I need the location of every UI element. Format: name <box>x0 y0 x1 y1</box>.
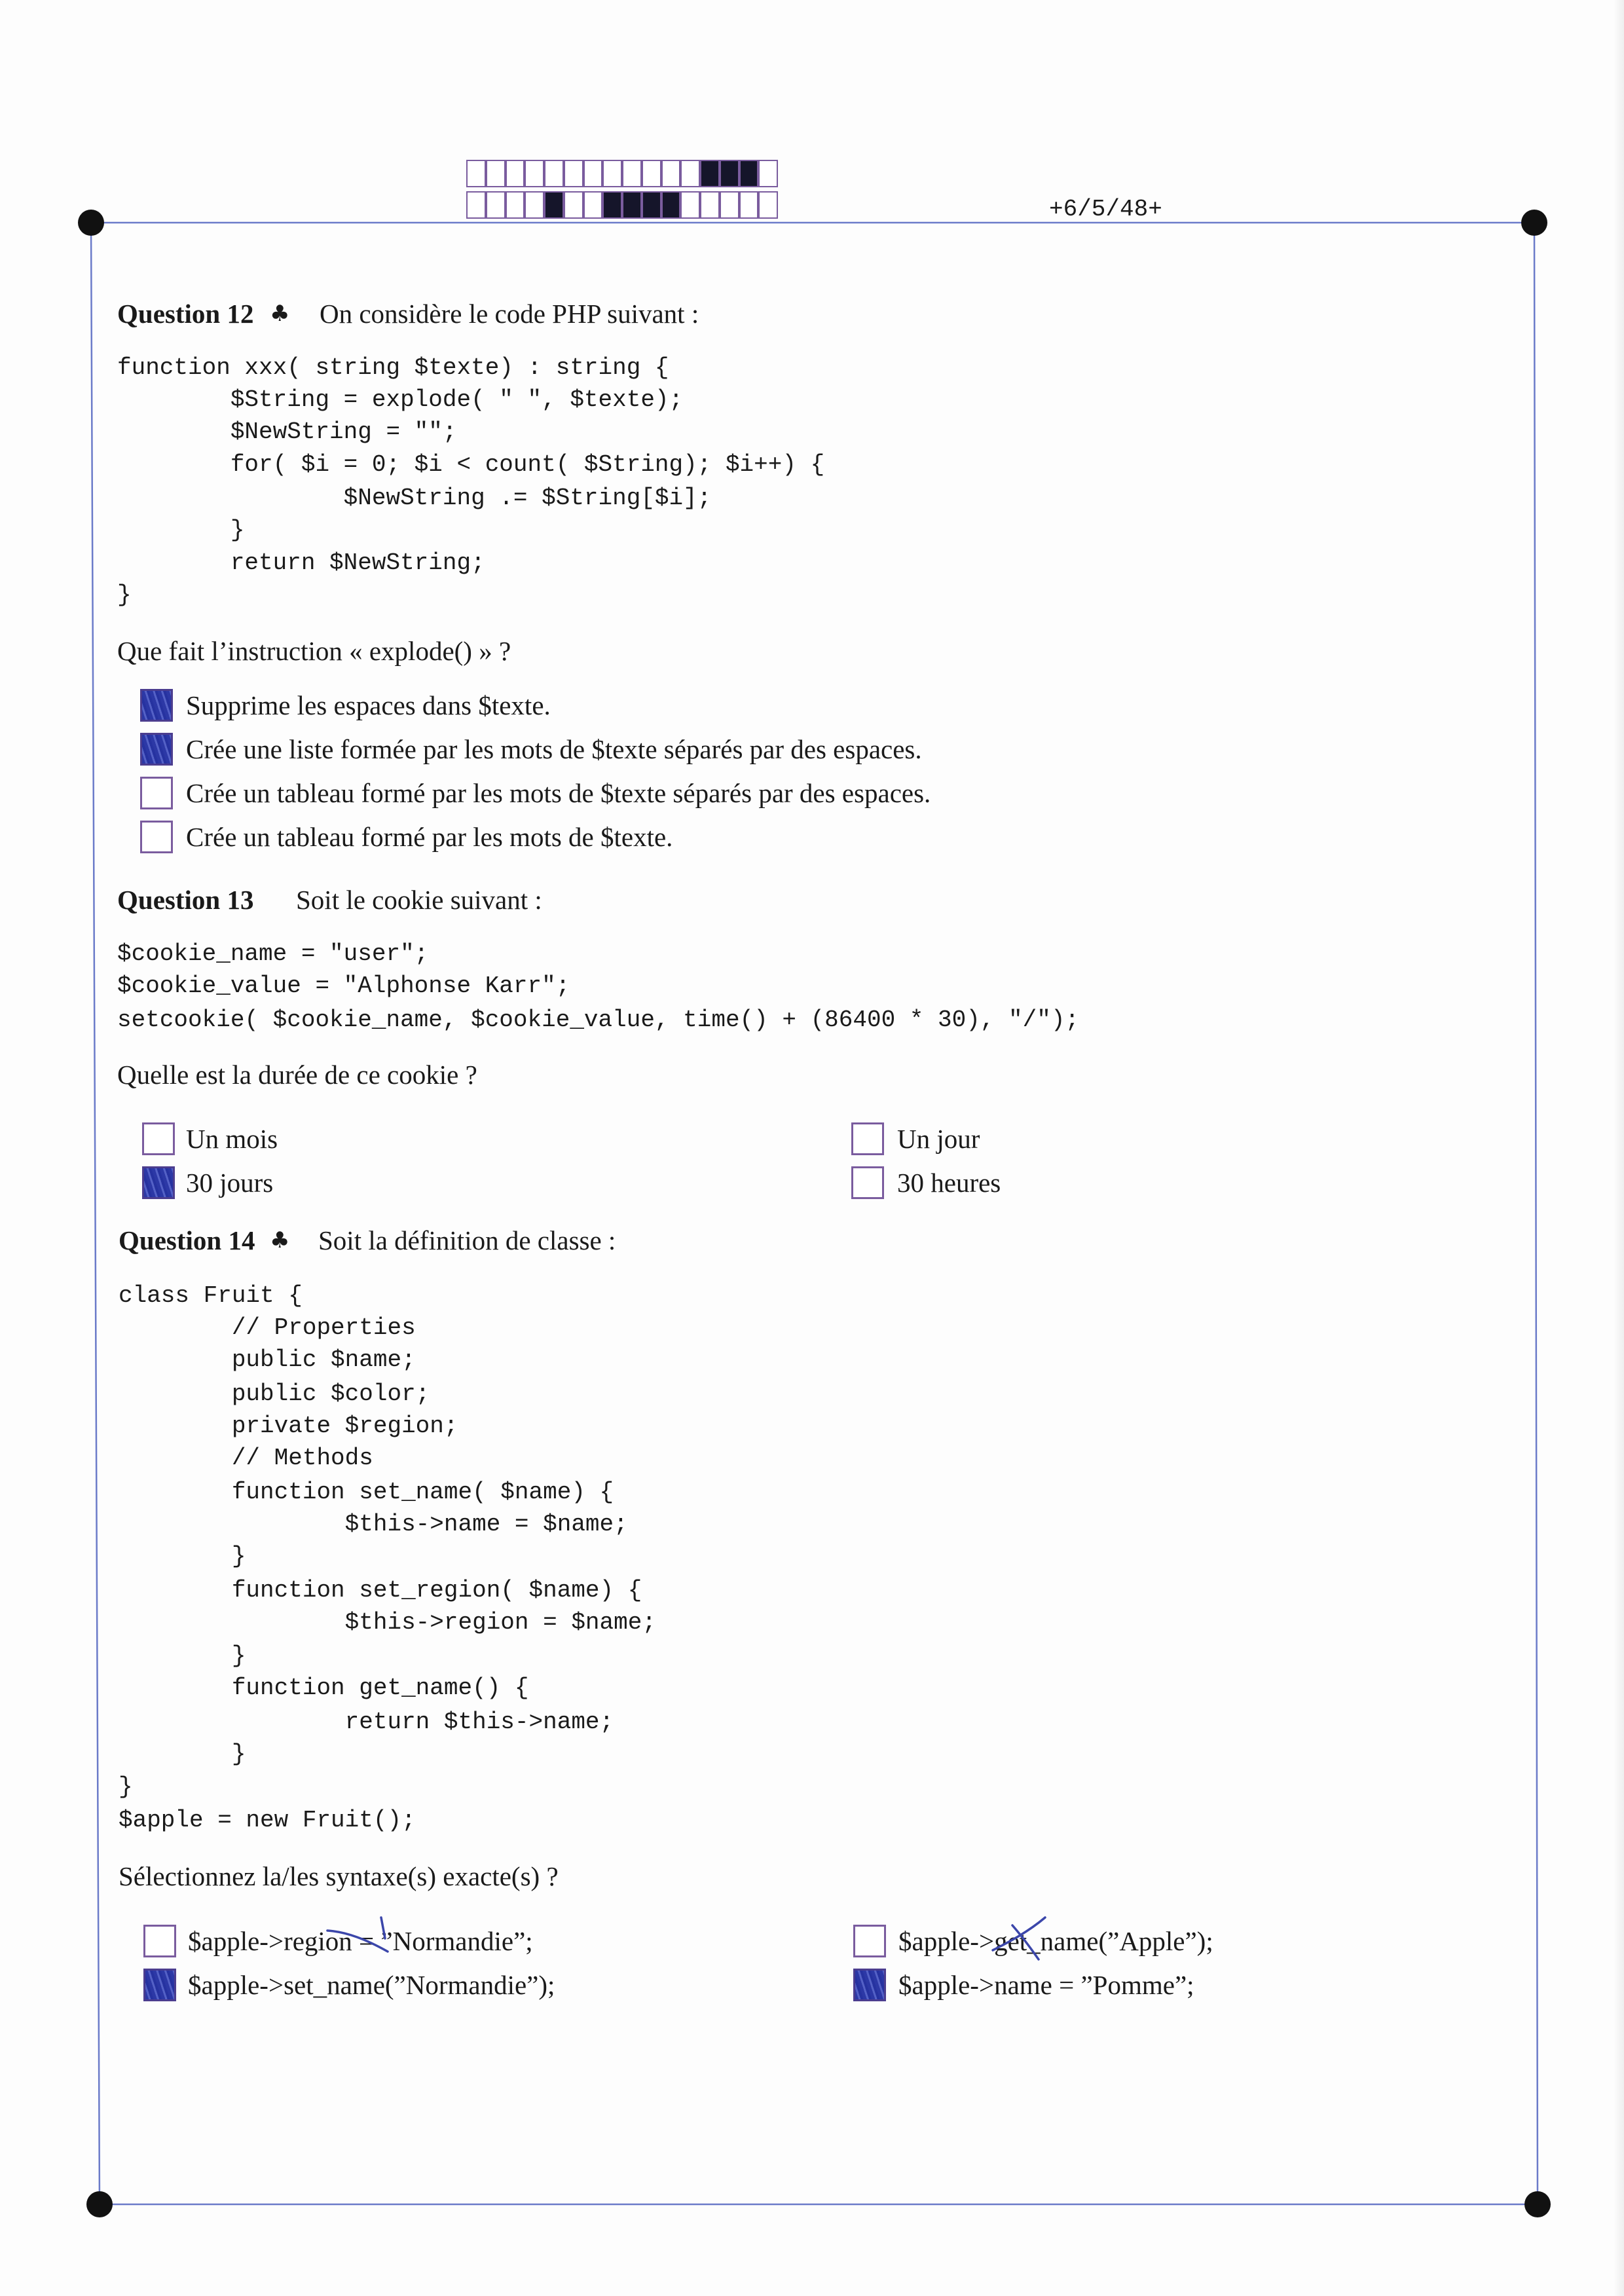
barcode-cell <box>583 160 603 187</box>
corner-marker-bottom-left <box>86 2191 113 2217</box>
q13-option-4-checkbox[interactable] <box>851 1166 884 1199</box>
q12-option-3-checkbox[interactable] <box>140 777 173 809</box>
barcode-cell <box>466 191 486 219</box>
corner-marker-top-right <box>1521 210 1547 236</box>
code-line: return $NewString; <box>117 549 485 576</box>
code-line: for( $i = 0; $i < count( $String); $i++) { <box>117 451 825 478</box>
barcode-cell <box>506 191 525 219</box>
code-line: function get_name() { <box>119 1675 529 1701</box>
q13-option-2-text: 30 jours <box>186 1168 274 1198</box>
barcode-cell <box>720 160 739 187</box>
q14-option-4-checkbox[interactable] <box>853 1969 886 2001</box>
code-line: function set_name( $name) { <box>119 1479 614 1506</box>
code-line: setcookie( $cookie_name, $cookie_value, time() + (86400 * 30), "/"); <box>117 1007 1080 1033</box>
barcode-cell <box>486 191 506 219</box>
q13-option-4-text: 30 heures <box>897 1168 1001 1198</box>
barcode-cell <box>700 191 720 219</box>
q14-option-2-text: $apple->set_name(”Normandie”); <box>188 1970 555 2000</box>
question-14-text: Sélectionnez la/les syntaxe(s) exacte(s) ? <box>119 1861 559 1891</box>
code-line: $cookie_value = "Alphonse Karr"; <box>117 972 570 999</box>
q14-option-1-checkbox[interactable] <box>143 1925 176 1957</box>
corner-marker-bottom-right <box>1524 2191 1551 2217</box>
frame-border <box>91 223 1538 2204</box>
barcode-cell <box>622 191 642 219</box>
q14-option-3-text: $apple->get_name(”Apple”); <box>898 1926 1213 1956</box>
barcode-cell <box>661 160 681 187</box>
code-line: function set_region( $name) { <box>119 1577 642 1604</box>
barcode-cell <box>602 191 622 219</box>
barcode-cell <box>661 191 681 219</box>
code-line: $this->name = $name; <box>119 1511 628 1538</box>
q14-option-3-checkbox[interactable] <box>853 1925 886 1957</box>
barcode-cell <box>544 160 564 187</box>
barcode-cell <box>739 191 759 219</box>
barcode-cell <box>642 160 661 187</box>
q12-option-4-checkbox[interactable] <box>140 821 173 853</box>
club-icon: ♣ <box>270 301 290 327</box>
question-13-prompt: Soit le cookie suivant : <box>296 885 542 915</box>
code-line: } <box>119 1642 246 1669</box>
page-code: +6/5/48+ <box>1049 196 1162 223</box>
q14-option-4-text: $apple->name = ”Pomme”; <box>898 1970 1194 2000</box>
code-line: $NewString .= $String[$i]; <box>117 485 712 511</box>
barcode-cell <box>583 191 603 219</box>
q14-option-1-text: $apple->region = ”Normandie”; <box>188 1926 533 1956</box>
question-12-prompt: On considère le code PHP suivant : <box>320 299 699 329</box>
barcode-cell <box>564 160 583 187</box>
question-13-text: Quelle est la durée de ce cookie ? <box>117 1060 477 1090</box>
code-line: class Fruit { <box>119 1282 303 1309</box>
barcode-cell <box>700 160 720 187</box>
code-line: } <box>119 1741 246 1768</box>
q12-option-2-checkbox[interactable] <box>140 733 173 766</box>
q12-option-3-text: Crée un tableau formé par les mots de $texte séparés par des espaces. <box>186 778 931 808</box>
code-line: public $color; <box>119 1380 430 1407</box>
barcode-cell <box>622 160 642 187</box>
question-14-prompt: Soit la définition de classe : <box>318 1225 616 1255</box>
code-line: $this->region = $name; <box>119 1609 656 1636</box>
barcode-cell <box>758 160 778 187</box>
barcode-cell <box>720 191 739 219</box>
question-13-label: Question 13 <box>117 885 254 915</box>
q13-option-1-checkbox[interactable] <box>142 1122 175 1155</box>
code-line: } <box>117 517 245 544</box>
barcode-cell <box>486 160 506 187</box>
barcode-cell <box>642 191 661 219</box>
barcode-cell <box>506 160 525 187</box>
code-line: $NewString = ""; <box>117 418 457 445</box>
barcode-cell <box>680 191 700 219</box>
barcode-cell <box>680 160 700 187</box>
code-line: // Properties <box>119 1314 416 1341</box>
corner-marker-top-left <box>78 210 104 236</box>
code-line: } <box>119 1543 246 1570</box>
barcode-cell <box>466 160 486 187</box>
code-line: // Methods <box>119 1445 373 1472</box>
code-line: $cookie_name = "user"; <box>117 940 429 967</box>
q13-option-1-text: Un mois <box>186 1124 278 1154</box>
scan-edge-shadow <box>1614 0 1624 2296</box>
code-line: private $region; <box>119 1413 458 1439</box>
club-icon: ♣ <box>270 1227 290 1253</box>
code-line: } <box>119 1773 133 1800</box>
barcode-cell <box>525 191 544 219</box>
q13-option-3-text: Un jour <box>897 1124 980 1154</box>
question-12-label: Question 12 <box>117 299 254 329</box>
q12-option-2-text: Crée une liste formée par les mots de $texte séparés par des espaces. <box>186 734 922 764</box>
code-line: return $this->name; <box>119 1709 614 1735</box>
code-line: } <box>117 582 132 608</box>
code-line: function xxx( string $texte) : string { <box>117 354 669 381</box>
q14-option-2-checkbox[interactable] <box>143 1969 176 2001</box>
barcode-cell <box>544 191 564 219</box>
barcode-cell <box>525 160 544 187</box>
barcode-row-2 <box>466 191 778 219</box>
code-line: $String = explode( " ", $texte); <box>117 386 684 413</box>
barcode-cell <box>758 191 778 219</box>
q12-option-1-checkbox[interactable] <box>140 689 173 722</box>
barcode-row-1 <box>466 160 778 187</box>
code-line: public $name; <box>119 1346 416 1373</box>
barcode-cell <box>602 160 622 187</box>
question-14-label: Question 14 <box>119 1225 255 1255</box>
q12-option-4-text: Crée un tableau formé par les mots de $texte. <box>186 822 673 852</box>
barcode-cell <box>739 160 759 187</box>
code-line: $apple = new Fruit(); <box>119 1807 416 1834</box>
barcode-cell <box>564 191 583 219</box>
q12-option-1-text: Supprime les espaces dans $texte. <box>186 690 551 720</box>
q13-option-3-checkbox[interactable] <box>851 1122 884 1155</box>
question-12-text: Que fait l’instruction « explode() » ? <box>117 636 511 666</box>
q13-option-2-checkbox[interactable] <box>142 1166 175 1199</box>
